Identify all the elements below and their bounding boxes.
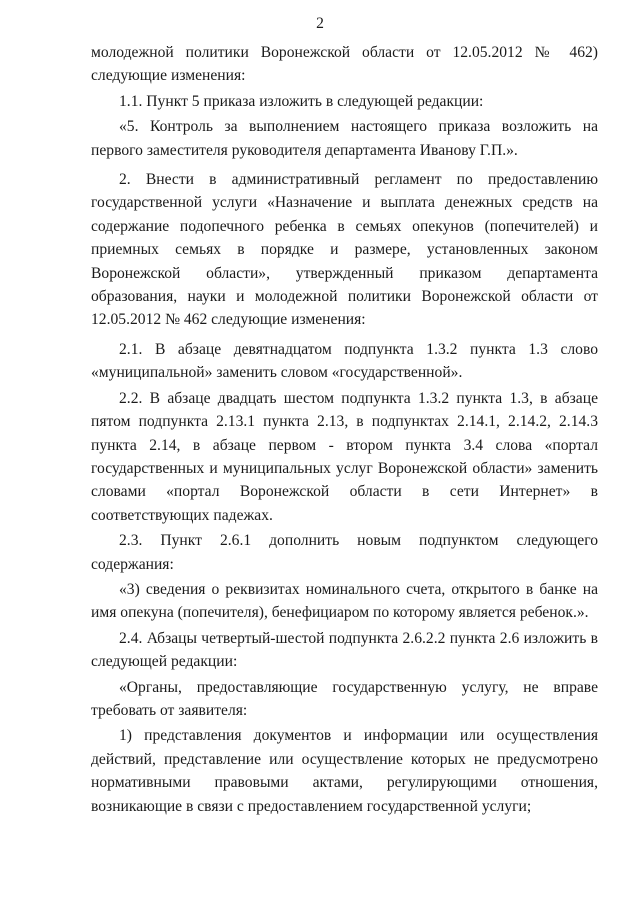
paragraph-item-2-1: 2.1. В абзаце девятнадцатом подпункта 1.3.2 пункта 1.3 слово «муниципальной» заменить словом «государственной». (91, 340, 598, 382)
paragraph-item-2-4: 2.4. Абзацы четвертый-шестой подпункта 2.6.2.2 пункта 2.6 изложить в следующей редакции: (91, 629, 598, 671)
paragraph-item-1-1: 1.1. Пункт 5 приказа изложить в следующей редакции: (119, 92, 484, 110)
paragraph-item-2-2: 2.2. В абзаце двадцать шестом подпункта 1.3.2 пункта 1.3, в абзаце пятом подпункта 2.13.1 пункта 2.13, в подпунктах 2.14.1, 2.14.2, 2.14.3 пункта 2.14, в абзаце первом - втором пункта 3.4 слова «портал государственных и муниципальных услуг Воронежской области» заменить словами «портал Воронежской области в сети Интернет» в соответствующих падежах. (91, 389, 598, 524)
paragraph-continuation: молодежной политики Воронежской области от 12.05.2012 № 462) следующие изменения: (91, 44, 598, 85)
paragraph-quote-organs: «Органы, предоставляющие государственную услугу, не вправе требовать от заявителя: (91, 678, 598, 719)
paragraph-subitem-1: 1) представления документов и информации или осуществления действий, представление или осуществление которых не предусмотрено нормативными правовыми актами, регулирующими отношения, возникающие в связи с предоставлением государственной услуги; (91, 727, 598, 815)
document-body (91, 41, 598, 818)
paragraph-item-2: 2. Внести в административный регламент по предоставлению государственной услуги «Назначение и выплата денежных средств на содержание подопечного ребенка в семьях опекунов (попечителей) и приемных семьях в порядке и размере, установленных законом Воронежской области», утвержденный приказом департамента образования, науки и молодежной политики Воронежской области от 12.05.2012 № 462 следующие изменения: (91, 171, 598, 329)
paragraph-quote-subitem-3: «3) сведения о реквизитах номинального счета, открытого в банке на имя опекуна (попечителя), бенефициаром по которому является ребенок.». (91, 580, 598, 622)
paragraph-quote-item-5: «5. Контроль за выполнением настоящего приказа возложить на первого заместителя руководителя департамента Иванову Г.П.». (91, 118, 598, 159)
page-number: 2 (316, 15, 324, 32)
paragraph-item-2-3: 2.3. Пункт 2.6.1 дополнить новым подпунктом следующего содержания: (91, 532, 598, 573)
